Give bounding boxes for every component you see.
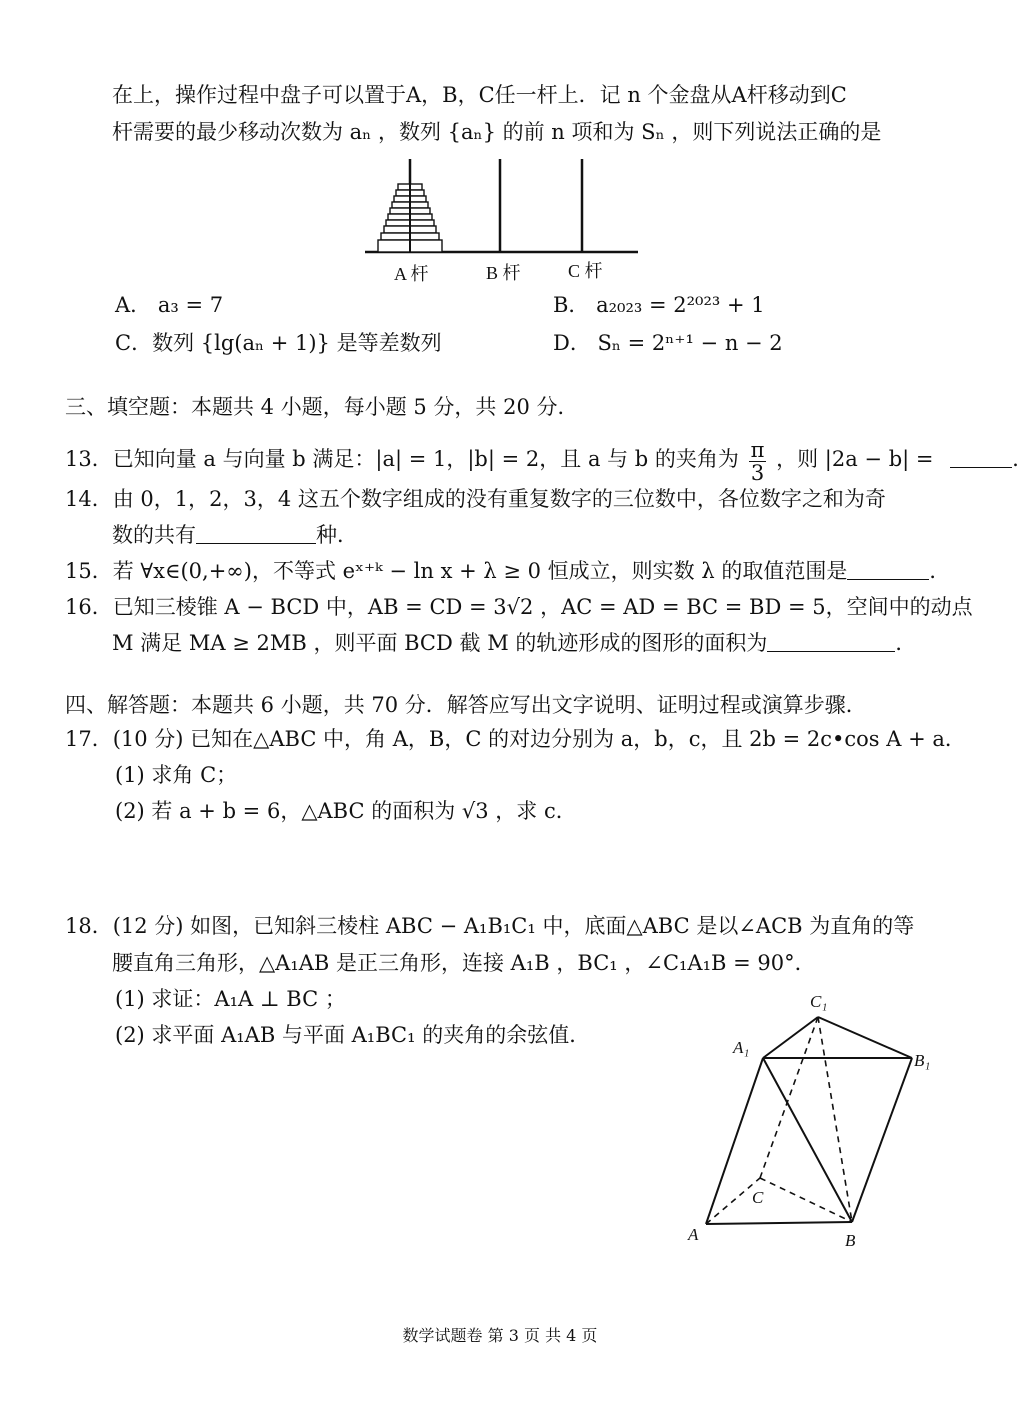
edge-a1-c1 bbox=[763, 1017, 818, 1058]
label-c1: C₁ bbox=[810, 992, 828, 1011]
q18-line1: 18．(12 分) 如图，已知斜三棱柱 ABC − A₁B₁C₁ 中，底面△ABC 是以∠ACB 为直角的等 bbox=[65, 914, 915, 938]
prism-figure bbox=[680, 992, 950, 1250]
q12-line2: 杆需要的最少移动次数为 aₙ ，数列 {aₙ} 的前 n 项和为 Sₙ ，则下列说法正确的是 bbox=[112, 120, 882, 144]
q16-line1: 16．已知三棱锥 A − BCD 中，AB = CD = 3√2 ，AC = AD = BC = BD = 5，空间中的动点 bbox=[65, 595, 973, 619]
q13-line bbox=[65, 439, 1033, 484]
rod-label-c: C 杆 bbox=[568, 261, 603, 281]
edge-c1-b1 bbox=[818, 1017, 912, 1058]
q16-text: M 满足 MA ≥ 2MB ，则平面 BCD 截 M 的轨迹形成的图形的面积为 bbox=[112, 631, 768, 655]
edge-a-b bbox=[706, 1222, 852, 1224]
q13-text-a: 13．已知向量 a 与向量 b 满足：|a| = 1，|b| = 2，且 a 与 b 的夹角为 bbox=[65, 447, 739, 471]
q15-end: ． bbox=[929, 559, 951, 583]
label-b1: B₁ bbox=[914, 1051, 931, 1070]
q12-option-b: B． a₂₀₂₃ = 2²⁰²³ + 1 bbox=[553, 293, 765, 317]
rod-label-a: A 杆 bbox=[394, 264, 429, 284]
q18-sub2: (2) 求平面 A₁AB 与平面 A₁BC₁ 的夹角的余弦值． bbox=[115, 1023, 591, 1047]
q13-frac-den: 3 bbox=[750, 461, 765, 485]
q16-line2 bbox=[112, 628, 916, 658]
label-a: A bbox=[688, 1225, 699, 1244]
q17-line1: 17．(10 分) 已知在△ABC 中，角 A，B，C 的对边分别为 a，b，c，且 2b = 2c•cos A + a． bbox=[65, 727, 966, 751]
q14-line2 bbox=[112, 520, 358, 550]
q14-text-a: 数的共有 bbox=[112, 523, 196, 547]
q12-option-a: A． a₃ = 7 bbox=[115, 293, 224, 317]
q12-option-c: C．数列 {lg(aₙ + 1)} 是等差数列 bbox=[115, 331, 442, 355]
q12-line1: 在上，操作过程中盘子可以置于A，B，C任一杆上．记 n 个金盘从A杆移动到C bbox=[112, 83, 847, 107]
q14-answer-blank[interactable] bbox=[196, 521, 316, 544]
q13-text-b: ，则 |2a − b| = bbox=[776, 447, 934, 471]
page-footer: 数学试题卷 第 3 页 共 4 页 bbox=[402, 1326, 598, 1345]
q13-fraction bbox=[749, 439, 767, 484]
hanoi-figure bbox=[350, 155, 650, 290]
q13-end: ． bbox=[1012, 447, 1033, 471]
section3-heading: 三、填空题：本题共 4 小题，每小题 5 分，共 20 分． bbox=[65, 395, 579, 419]
q13-answer-blank[interactable] bbox=[950, 445, 1012, 468]
edge-c-b bbox=[760, 1178, 852, 1222]
q17-sub1: (1) 求角 C； bbox=[115, 763, 238, 787]
q13-frac-num: π bbox=[750, 438, 765, 462]
q14-line1: 14．由 0，1，2，3，4 这五个数字组成的没有重复数字的三位数中，各位数字之和为奇 bbox=[65, 487, 886, 511]
q15-line bbox=[65, 556, 950, 586]
q16-end: ． bbox=[895, 631, 917, 655]
label-a1: A₁ bbox=[733, 1038, 750, 1057]
label-c: C bbox=[752, 1188, 764, 1207]
q15-answer-blank[interactable] bbox=[847, 557, 929, 580]
q12-option-d: D． Sₙ = 2ⁿ⁺¹ − n − 2 bbox=[553, 331, 783, 355]
q17-sub2: (2) 若 a + b = 6，△ABC 的面积为 √3 ，求 c． bbox=[115, 799, 577, 823]
q16-answer-blank[interactable] bbox=[767, 629, 895, 652]
q15-text: 15．若 ∀x∈(0,+∞)，不等式 eˣ⁺ᵏ − ln x + λ ≥ 0 恒成立，则实数 λ 的取值范围是 bbox=[65, 559, 848, 583]
q18-line2: 腰直角三角形，△A₁AB 是正三角形，连接 A₁B ，BC₁ ，∠C₁A₁B = 90°． bbox=[112, 951, 816, 975]
edge-c-c1 bbox=[760, 1017, 818, 1178]
section4-heading: 四、解答题：本题共 6 小题，共 70 分．解答应写出文字说明、证明过程或演算步骤． bbox=[65, 693, 867, 717]
edge-b-b1 bbox=[852, 1058, 912, 1222]
label-b: B bbox=[845, 1231, 856, 1250]
q18-sub1: (1) 求证：A₁A ⊥ BC ； bbox=[115, 987, 346, 1011]
rod-label-b: B 杆 bbox=[486, 263, 521, 283]
q14-text-b: 种． bbox=[316, 523, 358, 547]
